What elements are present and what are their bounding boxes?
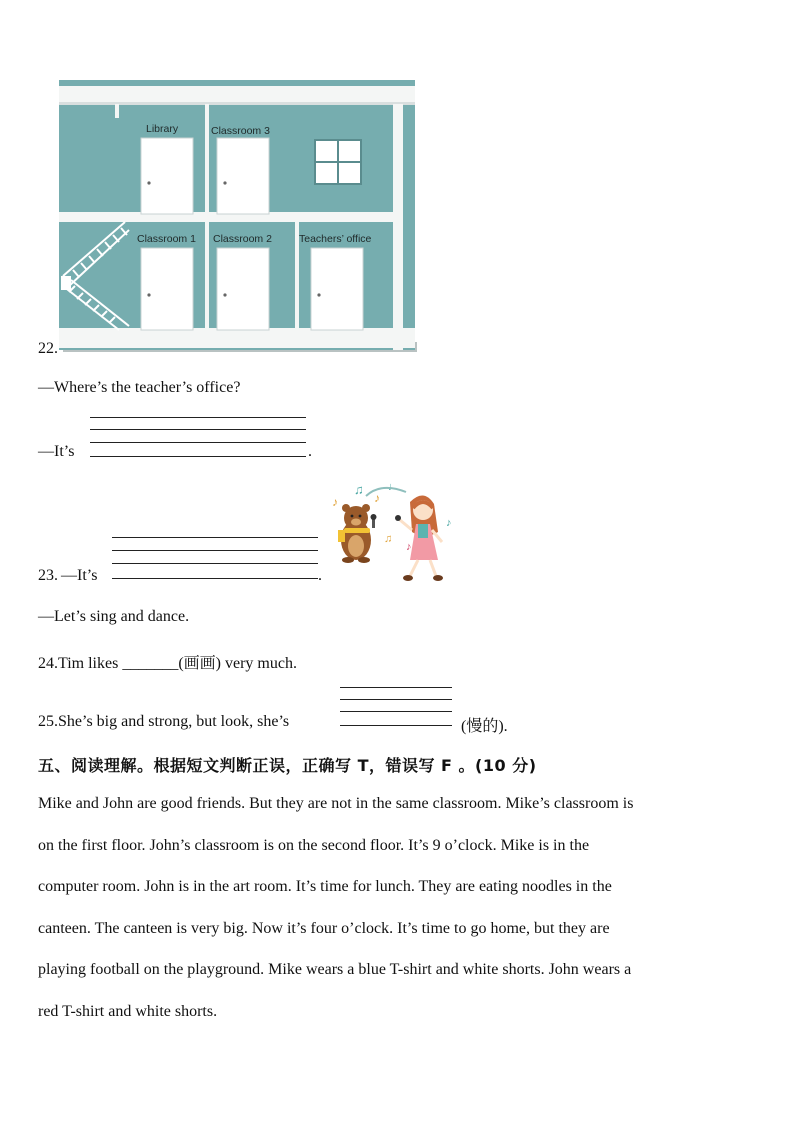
q23-answer-blank[interactable] xyxy=(112,578,318,579)
label-teachers-office: Teachers’ office xyxy=(299,233,372,245)
classroom3-door xyxy=(217,138,269,214)
bear xyxy=(338,504,377,563)
classroom2-door xyxy=(217,248,269,330)
section5-heading: 五、阅读理解。根据短文判断正误，正确写 T，错误写 F 。(10 分) xyxy=(38,756,537,775)
q25-answer-line-2 xyxy=(340,699,452,700)
q22-answer-line-3 xyxy=(90,442,306,443)
teachers-office-door xyxy=(311,248,363,330)
passage-line: red T-shirt and white shorts. xyxy=(38,1002,218,1020)
svg-text:♪: ♪ xyxy=(332,495,338,509)
q23-answer-line-2 xyxy=(112,550,318,551)
passage-line: Mike and John are good friends. But they are not in the same classroom. Mike’s classroom is xyxy=(38,795,634,812)
q25-hint: (慢的). xyxy=(461,718,508,735)
passage-line: on the first floor. John’s classroom is on the second floor. It’s 9 o’clock. Mike is in the xyxy=(38,836,590,854)
classroom1-door xyxy=(141,248,193,330)
svg-text:♫: ♫ xyxy=(384,533,393,545)
girl xyxy=(395,495,443,581)
q22-answer-prefix: —It’s xyxy=(38,443,75,460)
q23-number: 23. xyxy=(38,567,58,584)
svg-text:♩: ♩ xyxy=(388,481,399,493)
ground-band xyxy=(59,328,415,348)
q22-question: —Where’s the teacher’s office? xyxy=(38,379,241,396)
q25-answer-line-3 xyxy=(340,711,452,712)
q22-number: 22. xyxy=(38,340,58,357)
q22-answer-blank[interactable] xyxy=(90,456,306,457)
svg-text:♪: ♪ xyxy=(446,517,452,529)
label-classroom1: Classroom 1 xyxy=(137,233,196,245)
q25-answer-blank[interactable] xyxy=(340,725,452,726)
svg-text:♪: ♪ xyxy=(406,541,412,553)
q23-answer-line-1 xyxy=(112,537,318,538)
svg-text:♪: ♪ xyxy=(374,491,380,505)
school-building-picture xyxy=(59,80,419,356)
passage-line: computer room. John is in the art room. It’s time for lunch. They are eating noodles in the xyxy=(38,878,612,896)
q23-answer-end: . xyxy=(318,567,322,584)
q23-answer-line-3 xyxy=(112,563,318,564)
q25-text: 25.She’s big and strong, but look, she’s xyxy=(38,713,290,730)
q25-answer-line-1 xyxy=(340,687,452,688)
label-classroom3: Classroom 3 xyxy=(211,125,270,137)
singing-dancing-picture xyxy=(326,480,458,584)
q23-answer-prefix: —It’s xyxy=(61,567,98,584)
label-library: Library xyxy=(146,123,179,135)
q22-answer-line-2 xyxy=(90,429,306,430)
q22-answer-line-1 xyxy=(90,417,306,418)
right-pillar xyxy=(393,104,403,350)
passage-line: canteen. The canteen is very big. Now it’s four o’clock. It’s time to go home, but they are xyxy=(38,919,610,937)
label-classroom2: Classroom 2 xyxy=(213,233,272,245)
library-door xyxy=(141,138,193,214)
passage-line: playing football on the playground. Mike wears a blue T-shirt and white shorts. John wears a xyxy=(38,961,632,979)
reading-passage xyxy=(38,783,743,1033)
q24-text: 24.Tim likes _______(画画) very much. xyxy=(38,655,297,672)
roof-band xyxy=(59,86,415,104)
q22-answer-end: . xyxy=(308,443,312,460)
svg-text:♫: ♫ xyxy=(354,482,364,497)
q23-reply: —Let’s sing and dance. xyxy=(38,608,190,625)
